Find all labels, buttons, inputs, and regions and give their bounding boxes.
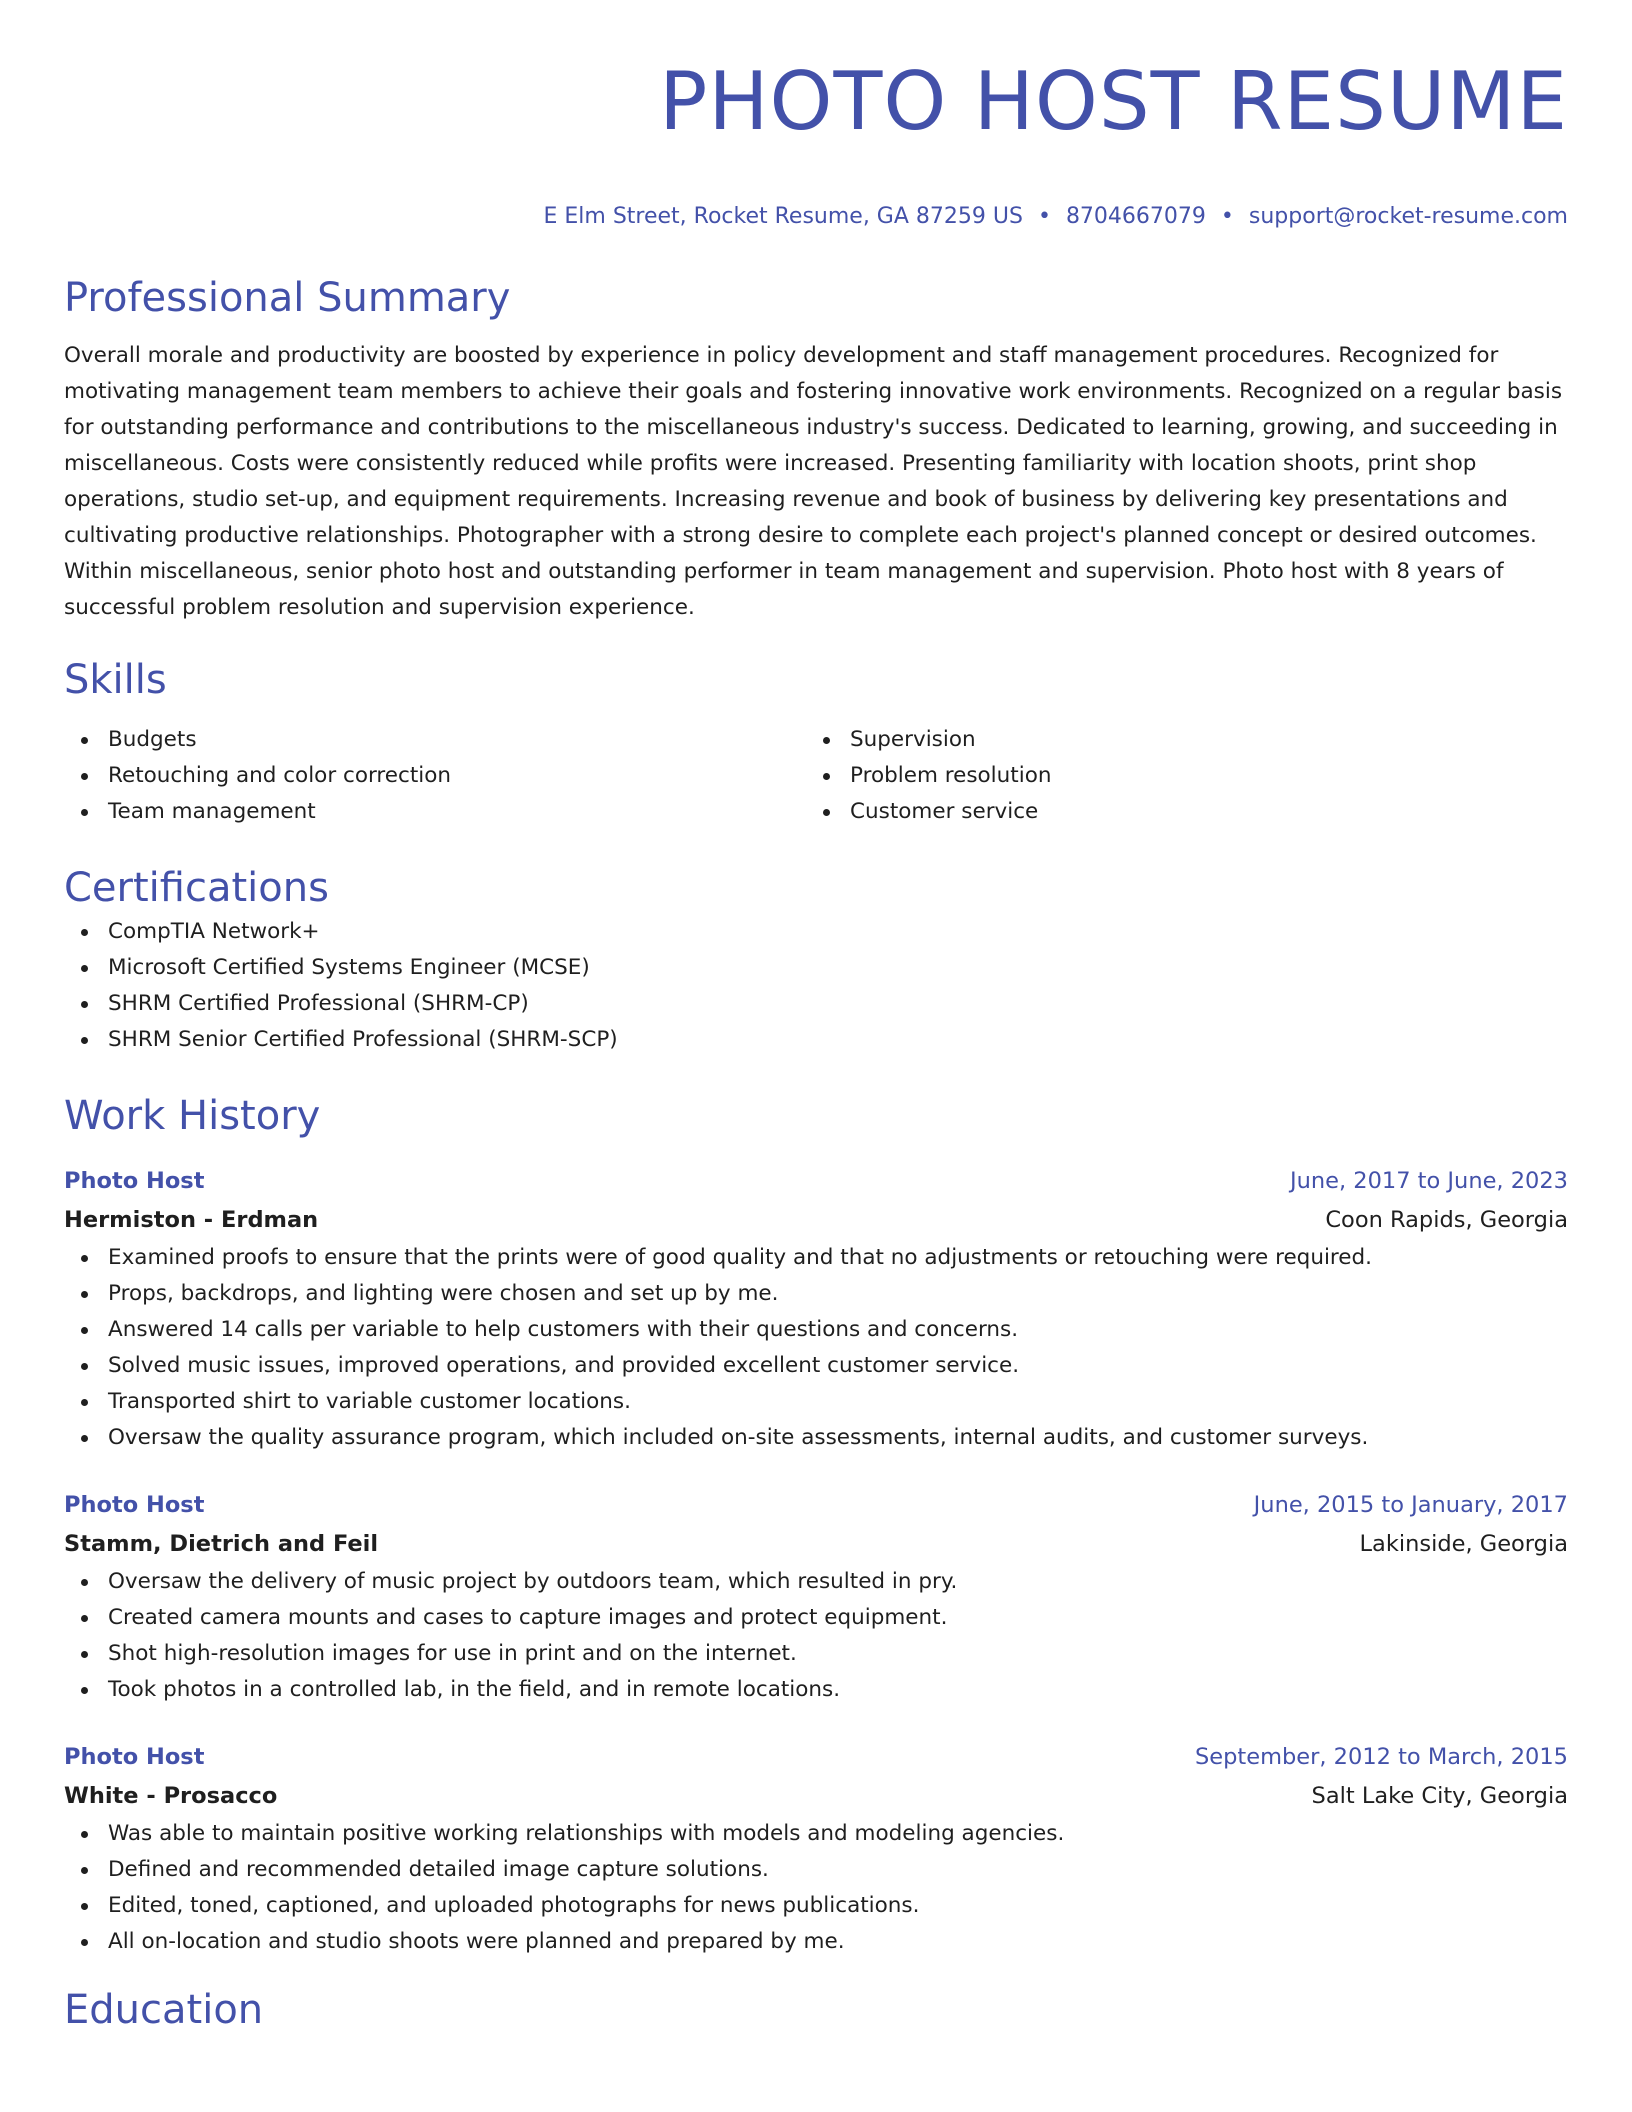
skills-columns	[64, 722, 1568, 830]
skill-item: Supervision	[806, 722, 1548, 758]
work-history-heading: Work History	[64, 1093, 321, 1139]
skill-item: Team management	[64, 794, 806, 830]
job-bullet: Took photos in a controlled lab, in the field, and in remote locations.	[64, 1672, 1568, 1708]
job-entry	[64, 1738, 1568, 1960]
job-location: Lakinside, Georgia	[1359, 1531, 1568, 1557]
contact-separator: •	[1220, 204, 1234, 229]
skill-item: Problem resolution	[806, 758, 1548, 794]
job-bullet: Edited, toned, captioned, and uploaded photographs for news publications.	[64, 1888, 1568, 1924]
job-bullet: Oversaw the quality assurance program, which included on-site assessments, internal audits, and customer surveys.	[64, 1420, 1568, 1456]
job-location: Salt Lake City, Georgia	[1311, 1783, 1568, 1809]
job-location: Coon Rapids, Georgia	[1325, 1207, 1568, 1233]
job-title: Photo Host	[64, 1492, 205, 1518]
job-bullet: Transported shirt to variable customer locations.	[64, 1384, 1568, 1420]
job-bullet: Defined and recommended detailed image capture solutions.	[64, 1852, 1568, 1888]
contact-line	[64, 202, 1568, 232]
skills-heading: Skills	[64, 657, 167, 703]
certification-item: CompTIA Network+	[64, 914, 1568, 950]
job-bullet: Created camera mounts and cases to capture images and protect equipment.	[64, 1600, 1568, 1636]
resume-name: PHOTO HOST RESUME	[659, 55, 1568, 148]
job-dates: September, 2012 to March, 2015	[1195, 1744, 1568, 1770]
job-header-row	[64, 1738, 1568, 1777]
job-entry	[64, 1486, 1568, 1708]
certifications-list	[64, 914, 1568, 1058]
job-header-row	[64, 1486, 1568, 1525]
job-company-row	[64, 1525, 1568, 1564]
job-company: Hermiston - Erdman	[64, 1207, 319, 1233]
contact-separator: •	[1037, 204, 1051, 229]
contact-address: E Elm Street, Rocket Resume, GA 87259 US	[543, 204, 1023, 229]
job-company-row	[64, 1201, 1568, 1240]
skill-item: Retouching and color correction	[64, 758, 806, 794]
job-bullets	[64, 1816, 1568, 1960]
certifications-heading: Certifications	[64, 865, 329, 911]
job-company: White - Prosacco	[64, 1783, 278, 1809]
job-bullet: Was able to maintain positive working relationships with models and modeling agencies.	[64, 1816, 1568, 1852]
contact-email: support@rocket-resume.com	[1248, 204, 1568, 229]
job-bullet: Shot high-resolution images for use in print and on the internet.	[64, 1636, 1568, 1672]
job-bullets	[64, 1240, 1568, 1456]
education-heading: Education	[64, 1987, 264, 2033]
job-bullet: Props, backdrops, and lighting were chosen and set up by me.	[64, 1276, 1568, 1312]
job-company: Stamm, Dietrich and Feil	[64, 1531, 379, 1557]
skill-item: Budgets	[64, 722, 806, 758]
skills-list-right	[806, 722, 1548, 830]
skills-list-left	[64, 722, 806, 830]
summary-heading: Professional Summary	[64, 275, 511, 321]
job-title: Photo Host	[64, 1168, 205, 1194]
job-bullets	[64, 1564, 1568, 1708]
job-bullet: All on-location and studio shoots were planned and prepared by me.	[64, 1924, 1568, 1960]
certification-item: SHRM Senior Certified Professional (SHRM-SCP)	[64, 1022, 1568, 1058]
certification-item: SHRM Certified Professional (SHRM-CP)	[64, 986, 1568, 1022]
summary-text: Overall morale and productivity are boosted by experience in policy development and staff management procedures. Recognized for motivating management team members to achieve their goals and fostering innovative work environments. Recognized on a regular basis for outstanding performance and contributions to the miscellaneous industry's success. Dedicated to learning, growing, and succeeding in miscellaneous. Costs were consistently reduced while profits were increased. Presenting familiarity with location shoots, print shop operations, studio set-up, and equipment requirements. Increasing revenue and book of business by delivering key presentations and cultivating productive relationships. Photographer with a strong desire to complete each project's planned concept or desired outcomes. Within miscellaneous, senior photo host and outstanding performer in team management and supervision. Photo host with 8 years of successful problem resolution and supervision experience.	[64, 343, 1563, 620]
job-bullet: Answered 14 calls per variable to help customers with their questions and concerns.	[64, 1312, 1568, 1348]
job-title: Photo Host	[64, 1744, 205, 1770]
contact-phone: 8704667079	[1065, 204, 1206, 229]
job-dates: June, 2015 to January, 2017	[1253, 1492, 1568, 1518]
certification-item: Microsoft Certified Systems Engineer (MCSE)	[64, 950, 1568, 986]
job-entry	[64, 1162, 1568, 1456]
job-header-row	[64, 1162, 1568, 1201]
job-bullet: Oversaw the delivery of music project by outdoors team, which resulted in pry.	[64, 1564, 1568, 1600]
job-bullet: Solved music issues, improved operations, and provided excellent customer service.	[64, 1348, 1568, 1384]
job-bullet: Examined proofs to ensure that the prints were of good quality and that no adjustments or retouching were required.	[64, 1240, 1568, 1276]
skill-item: Customer service	[806, 794, 1548, 830]
job-dates: June, 2017 to June, 2023	[1289, 1168, 1568, 1194]
job-company-row	[64, 1777, 1568, 1816]
